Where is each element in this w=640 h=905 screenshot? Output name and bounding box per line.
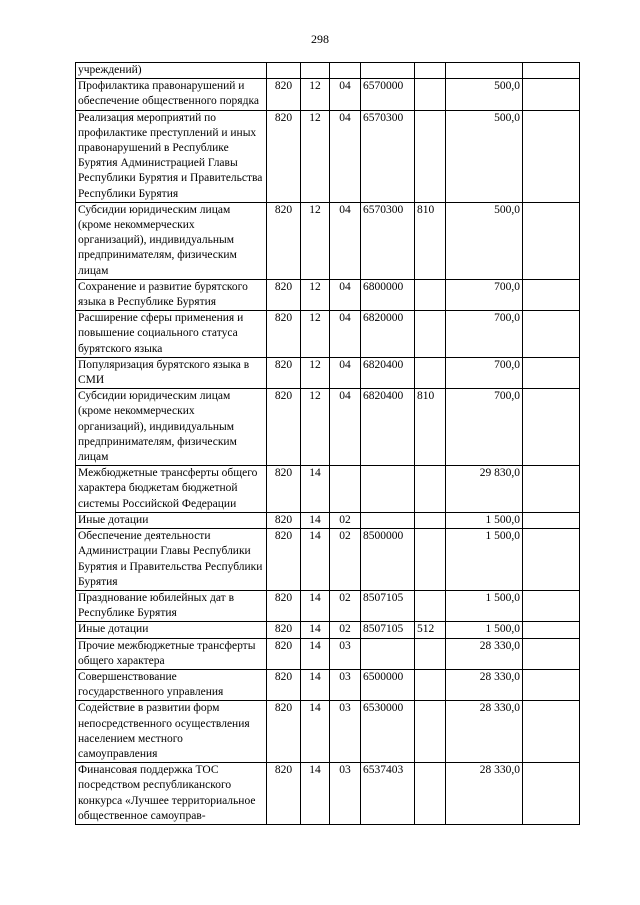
amount-cell: 500,0 [446,202,523,279]
amount-cell: 500,0 [446,110,523,202]
admin-code-cell: 820 [267,512,301,528]
table-row [76,110,580,202]
empty-extra-cell [523,357,580,388]
expense-type-code-cell [415,529,446,591]
row-name-cell: Иные дотации [76,622,267,638]
expense-type-code-cell [415,701,446,763]
amount-cell: 700,0 [446,357,523,388]
expense-type-code-cell [415,110,446,202]
subsection-code-cell: 04 [330,202,361,279]
subsection-code-cell [330,466,361,513]
row-name-cell: Субсидии юридическим лицам (кроме некоммерческих организаций), индивидуальным предпринимателям, физическим лицам [76,202,267,279]
table-row [76,590,580,621]
expense-type-code-cell: 512 [415,622,446,638]
target-item-code-cell: 6820400 [361,357,415,388]
admin-code-cell: 820 [267,279,301,310]
amount-cell: 1 500,0 [446,529,523,591]
row-name-cell: Межбюджетные трансферты общего характера бюджетам бюджетной системы Российской Федерации [76,466,267,513]
page-number: 298 [311,32,329,46]
table-row [76,311,580,358]
amount-cell [446,63,523,79]
admin-code-cell: 820 [267,622,301,638]
row-name-cell: Расширение сферы применения и повышение социального статуса бурятского языка [76,311,267,358]
amount-cell: 700,0 [446,311,523,358]
admin-code-cell: 820 [267,669,301,700]
empty-extra-cell [523,63,580,79]
section-code-cell: 12 [301,79,330,110]
subsection-code-cell: 02 [330,622,361,638]
section-code-cell: 12 [301,110,330,202]
table-row [76,701,580,763]
subsection-code-cell: 04 [330,389,361,466]
expense-type-code-cell [415,357,446,388]
target-item-code-cell: 6530000 [361,701,415,763]
empty-extra-cell [523,669,580,700]
target-item-code-cell: 6820400 [361,389,415,466]
row-name-cell: Прочие межбюджетные трансферты общего характера [76,638,267,669]
expense-type-code-cell [415,79,446,110]
subsection-code-cell: 03 [330,638,361,669]
target-item-code-cell: 6570000 [361,79,415,110]
amount-cell: 28 330,0 [446,638,523,669]
target-item-code-cell [361,63,415,79]
table-row [76,622,580,638]
empty-extra-cell [523,311,580,358]
row-name-cell: Профилактика правонарушений и обеспечение общественного порядка [76,79,267,110]
admin-code-cell [267,63,301,79]
row-name-cell: Финансовая поддержка ТОС посредством республиканского конкурса «Лучшее территориальное общественное самоуправ- [76,763,267,825]
expense-type-code-cell: 810 [415,389,446,466]
admin-code-cell: 820 [267,590,301,621]
row-name-cell: Субсидии юридическим лицам (кроме некоммерческих организаций), индивидуальным предпринимателям, физическим лицам [76,389,267,466]
empty-extra-cell [523,512,580,528]
amount-cell: 700,0 [446,389,523,466]
section-code-cell: 12 [301,311,330,358]
empty-extra-cell [523,466,580,513]
admin-code-cell: 820 [267,529,301,591]
table-row [76,529,580,591]
section-code-cell: 12 [301,202,330,279]
table-row [76,466,580,513]
admin-code-cell: 820 [267,389,301,466]
table-row [76,202,580,279]
section-code-cell: 14 [301,763,330,825]
target-item-code-cell: 8507105 [361,622,415,638]
row-name-cell: Реализация мероприятий по профилактике преступлений и иных правонарушений в Республике Бурятия Администрацией Главы Республики Бурятия и Правительства Республики Бурятия [76,110,267,202]
subsection-code-cell: 03 [330,763,361,825]
amount-cell: 700,0 [446,279,523,310]
admin-code-cell: 820 [267,638,301,669]
section-code-cell: 12 [301,389,330,466]
empty-extra-cell [523,529,580,591]
subsection-code-cell: 02 [330,590,361,621]
admin-code-cell: 820 [267,763,301,825]
expense-type-code-cell [415,512,446,528]
target-item-code-cell [361,512,415,528]
row-name-cell: учреждений) [76,63,267,79]
empty-extra-cell [523,763,580,825]
target-item-code-cell: 6570300 [361,110,415,202]
empty-extra-cell [523,701,580,763]
subsection-code-cell: 04 [330,79,361,110]
row-name-cell: Совершенствование государственного управления [76,669,267,700]
subsection-code-cell: 03 [330,669,361,700]
section-code-cell: 12 [301,357,330,388]
admin-code-cell: 820 [267,202,301,279]
subsection-code-cell: 04 [330,110,361,202]
subsection-code-cell: 02 [330,529,361,591]
target-item-code-cell: 6537403 [361,763,415,825]
row-name-cell: Популяризация бурятского языка в СМИ [76,357,267,388]
section-code-cell: 14 [301,701,330,763]
row-name-cell: Сохранение и развитие бурятского языка в Республике Бурятия [76,279,267,310]
table-row [76,389,580,466]
budget-table [75,62,580,825]
section-code-cell: 14 [301,466,330,513]
admin-code-cell: 820 [267,79,301,110]
subsection-code-cell [330,63,361,79]
expense-type-code-cell [415,638,446,669]
table-row [76,357,580,388]
expense-type-code-cell [415,63,446,79]
target-item-code-cell: 6570300 [361,202,415,279]
table-row [76,63,580,79]
subsection-code-cell: 04 [330,311,361,358]
expense-type-code-cell [415,311,446,358]
section-code-cell [301,63,330,79]
target-item-code-cell [361,638,415,669]
empty-extra-cell [523,279,580,310]
section-code-cell: 14 [301,590,330,621]
section-code-cell: 12 [301,279,330,310]
admin-code-cell: 820 [267,466,301,513]
section-code-cell: 14 [301,669,330,700]
admin-code-cell: 820 [267,357,301,388]
empty-extra-cell [523,638,580,669]
expense-type-code-cell [415,669,446,700]
subsection-code-cell: 04 [330,357,361,388]
amount-cell: 29 830,0 [446,466,523,513]
target-item-code-cell [361,466,415,513]
expense-type-code-cell: 810 [415,202,446,279]
amount-cell: 28 330,0 [446,701,523,763]
empty-extra-cell [523,622,580,638]
amount-cell: 500,0 [446,79,523,110]
table-row [76,79,580,110]
subsection-code-cell: 03 [330,701,361,763]
target-item-code-cell: 8507105 [361,590,415,621]
admin-code-cell: 820 [267,311,301,358]
expense-type-code-cell [415,466,446,513]
amount-cell: 1 500,0 [446,622,523,638]
empty-extra-cell [523,202,580,279]
empty-extra-cell [523,110,580,202]
row-name-cell: Обеспечение деятельности Администрации Главы Республики Бурятия и Правительства Республики Бурятия [76,529,267,591]
target-item-code-cell: 6820000 [361,311,415,358]
empty-extra-cell [523,389,580,466]
section-code-cell: 14 [301,529,330,591]
table-row [76,763,580,825]
table-row [76,638,580,669]
subsection-code-cell: 02 [330,512,361,528]
target-item-code-cell: 6800000 [361,279,415,310]
subsection-code-cell: 04 [330,279,361,310]
amount-cell: 1 500,0 [446,590,523,621]
section-code-cell: 14 [301,638,330,669]
row-name-cell: Содействие в развитии форм непосредственного осуществления населением местного самоуправления [76,701,267,763]
table-row [76,512,580,528]
target-item-code-cell: 6500000 [361,669,415,700]
expense-type-code-cell [415,279,446,310]
admin-code-cell: 820 [267,110,301,202]
expense-type-code-cell [415,763,446,825]
empty-extra-cell [523,79,580,110]
expense-type-code-cell [415,590,446,621]
admin-code-cell: 820 [267,701,301,763]
row-name-cell: Иные дотации [76,512,267,528]
row-name-cell: Празднование юбилейных дат в Республике Бурятия [76,590,267,621]
target-item-code-cell: 8500000 [361,529,415,591]
empty-extra-cell [523,590,580,621]
section-code-cell: 14 [301,512,330,528]
section-code-cell: 14 [301,622,330,638]
amount-cell: 28 330,0 [446,763,523,825]
table-row [76,669,580,700]
amount-cell: 1 500,0 [446,512,523,528]
table-row [76,279,580,310]
amount-cell: 28 330,0 [446,669,523,700]
